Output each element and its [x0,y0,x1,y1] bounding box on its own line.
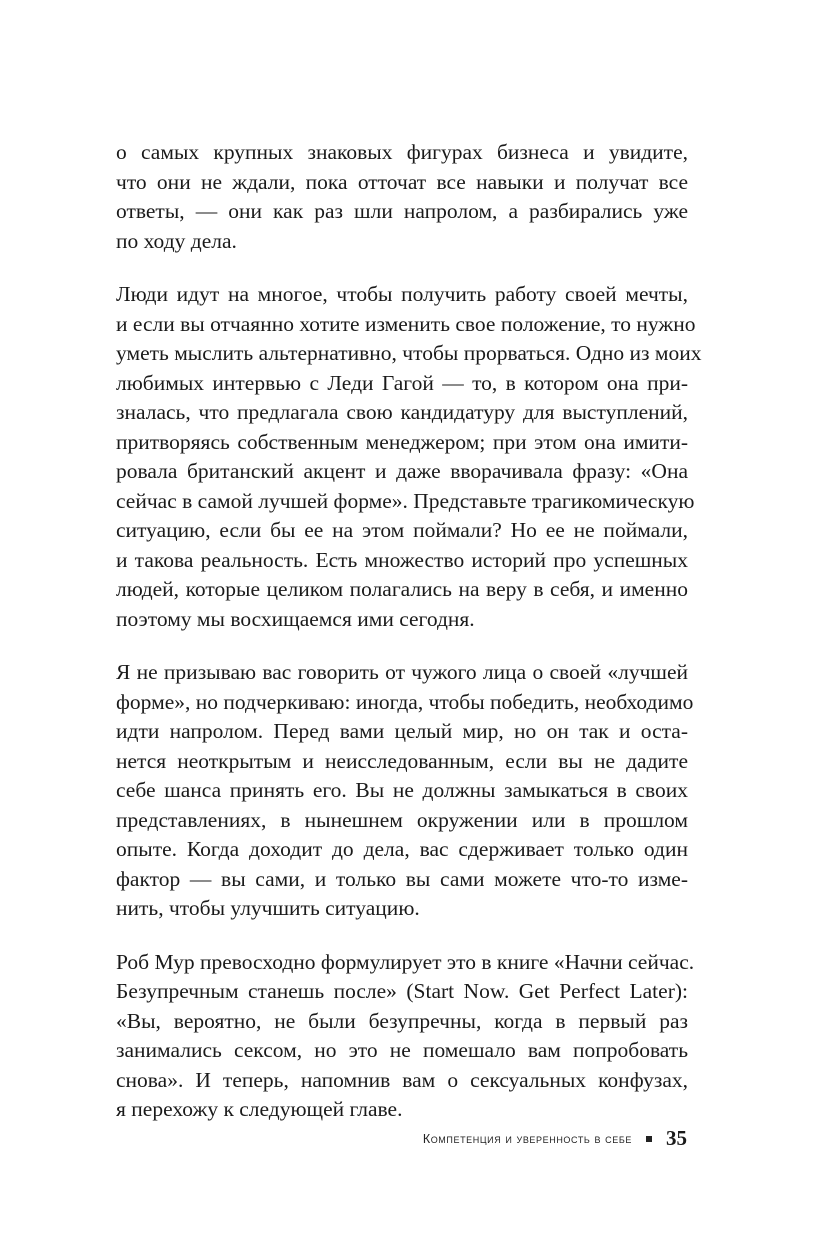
text-line: фактор — вы сами, и только вы сами можете что-то изме- [116,866,688,891]
text-line: поэтому мы восхищаемся ими сегодня. [116,606,475,631]
text-line: сейчас в самой лучшей форме». Представьте трагикомическую [116,488,695,513]
paragraph-2 [116,280,702,634]
square-bullet-icon [646,1136,652,1142]
text-line: что они не ждали, пока отточат все навыки и получат все [116,169,688,194]
text-line: снова». И теперь, напомнив вам о сексуальных конфузах, [116,1067,688,1092]
paragraph-4 [116,948,695,1125]
text-line: Люди идут на многое, чтобы получить работу своей мечты, [116,282,688,306]
paragraph-1 [116,138,688,256]
paragraph-3 [116,658,694,924]
text-line: уметь мыслить альтернативно, чтобы прорваться. Одно из моих [116,341,702,365]
text-line: и если вы отчаянно хотите изменить свое положение, то нужно [116,311,696,336]
text-line: притворяясь собственным менеджером; при этом она имити- [116,429,688,454]
text-line: по ходу дела. [116,228,237,253]
text-line: форме», но подчеркиваю: иногда, чтобы победить, необходимо [116,689,694,714]
text-line: «Вы, вероятно, не были безупречны, когда в первый раз [116,1008,688,1033]
page-footer [423,1126,687,1151]
text-line: зналась, что предлагала свою кандидатуру для выступлений, [116,400,688,424]
text-line: нется неоткрытым и неисследованным, если вы не дадите [116,748,688,773]
text-line: любимых интервью с Леди Гагой — то, в котором она при- [116,370,688,395]
text-line: я перехожу к следующей главе. [116,1097,403,1121]
text-line: себе шанса принять его. Вы не должны замыкаться в своих [116,778,688,802]
page-number: 35 [666,1126,687,1150]
text-line: людей, которые целиком полагались на веру в себя, и именно [116,577,688,601]
body-text [116,138,702,1149]
text-line: о самых крупных знаковых фигурах бизнеса и увидите, [116,140,688,164]
text-line: опыте. Когда доходит до дела, вас сдерживает только один [116,837,688,861]
text-line: идти напролом. Перед вами целый мир, но он так и оста- [116,719,688,743]
text-line: Я не призываю вас говорить от чужого лица о своей «лучшей [116,660,688,684]
text-line: нить, чтобы улучшить ситуацию. [116,896,420,920]
text-line: ровала британский акцент и даже вворачивала фразу: «Она [116,459,688,483]
text-line: и такова реальность. Есть множество историй про успешных [116,547,688,572]
text-line: представлениях, в нынешнем окружении или в прошлом [116,807,688,832]
running-head: Компетенция и уверенность в себе [422,1131,632,1146]
text-line: Безупречным станешь после» (Start Now. Get Perfect Later): [116,979,688,1003]
text-line: ситуацию, если бы ее на этом поймали? Но ее не поймали, [116,518,688,542]
text-line: ответы, — они как раз шли напролом, а разбирались уже [116,199,688,223]
text-line: Роб Мур превосходно формулирует это в книге «Начни сейчас. [116,949,695,974]
text-line: занимались сексом, но это не помешало вам попробовать [116,1038,688,1062]
